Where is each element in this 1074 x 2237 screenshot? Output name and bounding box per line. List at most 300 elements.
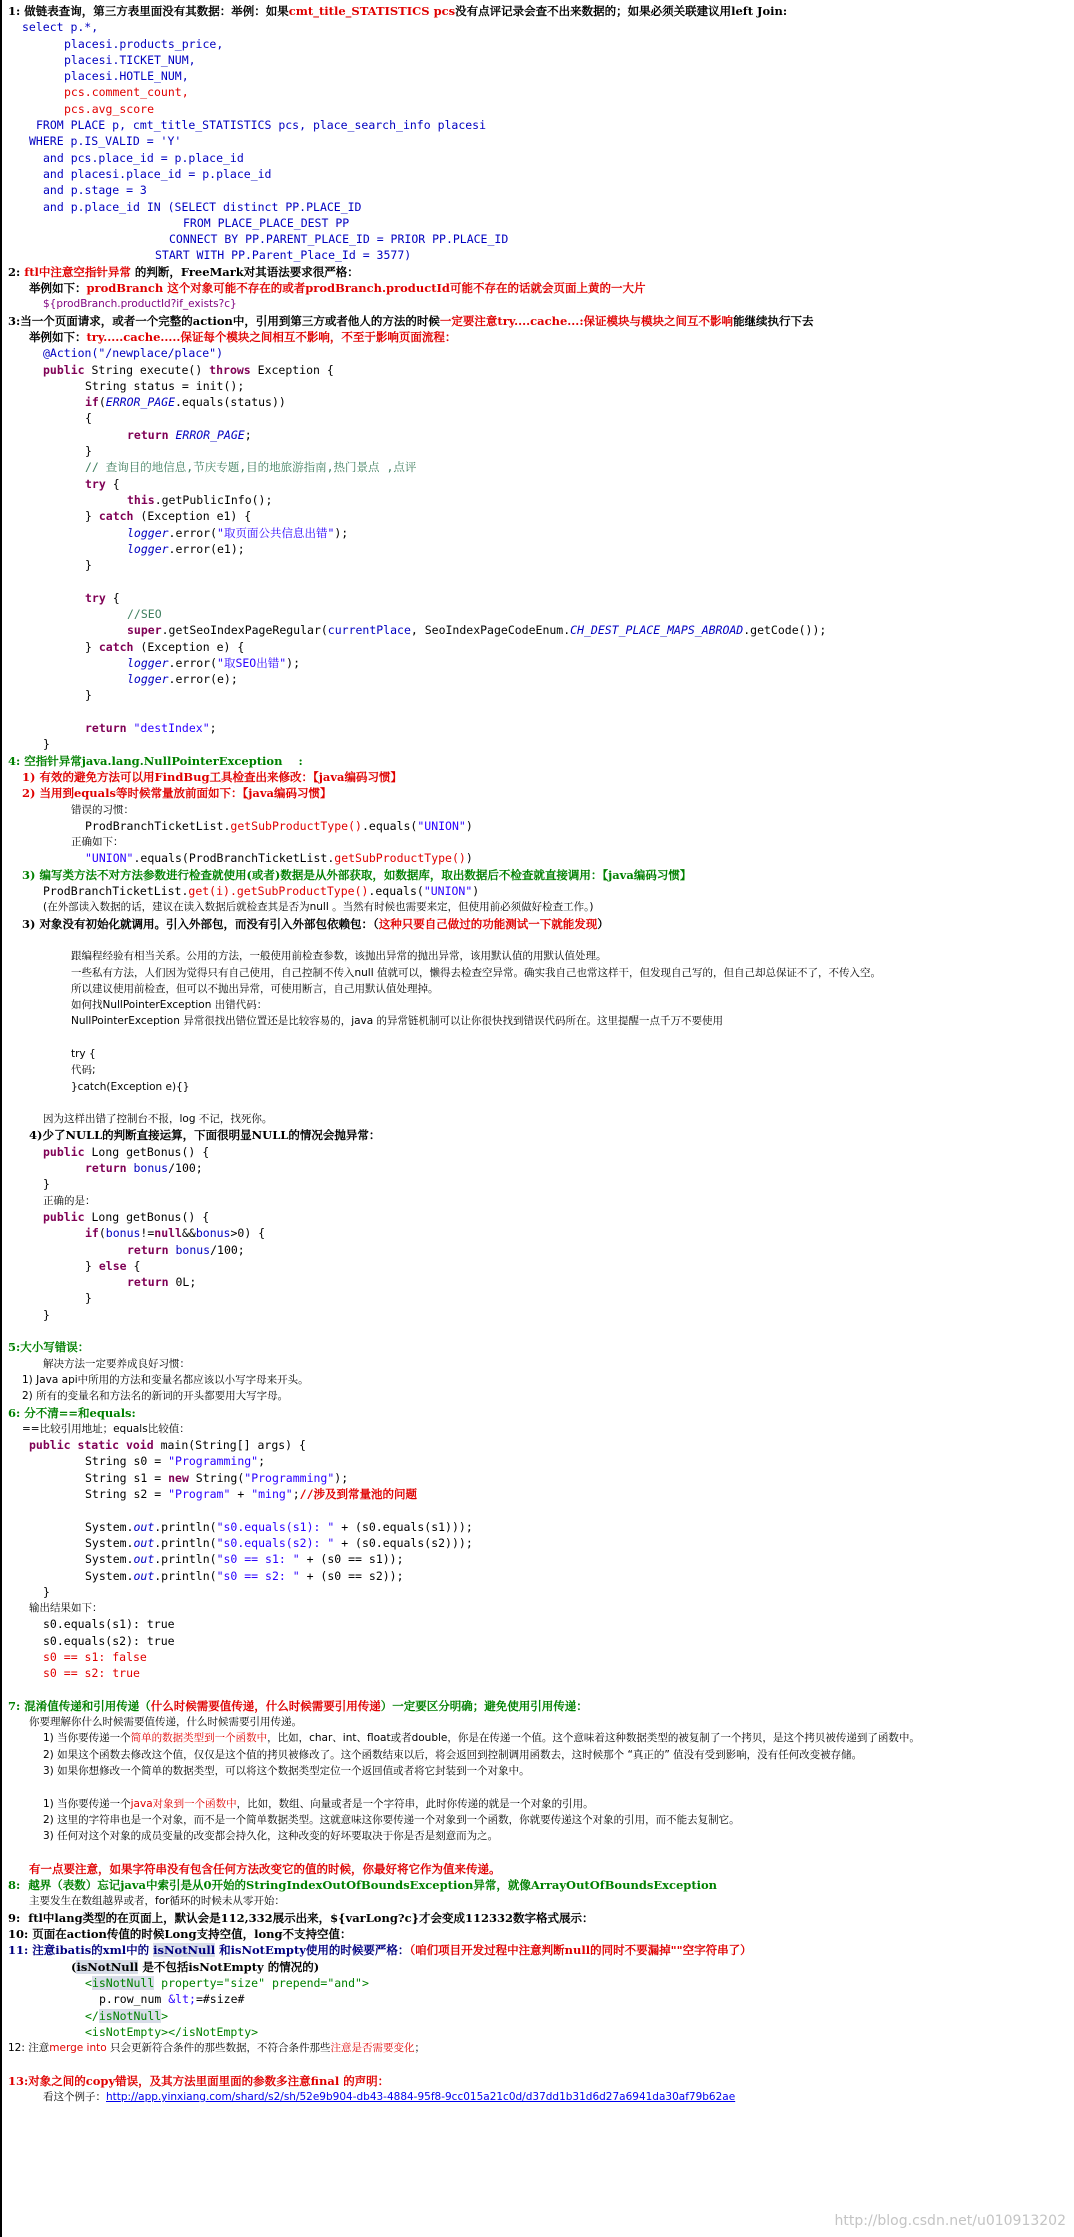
text-segment: 10: 页面在action传值的时候Long支持空值，long不支持空值： <box>8 1927 352 1942</box>
text-segment: this <box>127 492 155 507</box>
text-segment: "destIndex" <box>133 721 210 736</box>
text-segment: and pcs.place_id = p.place_id <box>43 150 244 165</box>
doc-line <box>8 1437 1074 1453</box>
text-segment: merge into <box>49 2042 107 2055</box>
text-segment: 解决方法一定要养成良好习惯： <box>43 1357 190 1370</box>
doc-line <box>8 345 1074 361</box>
doc-line <box>8 36 1074 52</box>
doc-line <box>8 769 1074 785</box>
text-segment: ==比较引用地址；equals比较值： <box>22 1422 190 1435</box>
text-segment: ftl中注意空指针异常 <box>24 264 131 279</box>
doc-line <box>8 1633 1074 1649</box>
text-segment: catch <box>98 639 141 654</box>
text-segment: ; <box>258 1454 266 1469</box>
text-segment: //涉及到常量池的问题 <box>299 1487 418 1502</box>
doc-line <box>8 427 1074 443</box>
text-segment: 因为这样出错了控制台不报，log 不记，找死你。 <box>43 1113 273 1126</box>
doc-line <box>8 459 1074 475</box>
text-segment: { <box>85 411 92 426</box>
doc-line <box>8 1942 1074 1958</box>
doc-line <box>8 1388 1074 1404</box>
doc-line <box>8 1747 1074 1763</box>
text-segment: } <box>85 509 99 524</box>
doc-line <box>8 997 1074 1013</box>
text-segment: out <box>133 1535 155 1550</box>
text-segment: CONNECT BY PP.PARENT_PLACE_ID = PRIOR PP.PLACE_ID <box>169 232 509 247</box>
text-segment: null <box>154 1226 182 1241</box>
text-segment: 和isNotEmpty使用的时候要严格： <box>215 1943 410 1958</box>
doc-line <box>8 639 1074 655</box>
text-segment: + (s0 == s1)); <box>299 1552 404 1567</box>
text-segment: and p.stage = 3 <box>43 183 147 198</box>
doc-line <box>8 150 1074 166</box>
text-segment: System. <box>85 1552 134 1567</box>
text-segment: + <box>230 1487 252 1502</box>
text-segment: "取SEO出错" <box>217 655 287 670</box>
text-segment: ，比如，数组、向量或者是一个字符串，此时你传递的就是一个对象的引用。 <box>236 1797 594 1810</box>
text-segment: ( <box>71 1959 77 1974</box>
doc-line <box>8 1486 1074 1502</box>
text-segment: (Exception e) { <box>140 639 245 654</box>
text-segment: { <box>112 476 120 491</box>
text-segment: bonus <box>175 1242 211 1257</box>
text-segment: "Programming" <box>168 1454 259 1469</box>
text-segment: void <box>125 1438 161 1453</box>
doc-line <box>8 834 1074 850</box>
text-segment: 13:对象之间的copy错误，及其方法里面里面的参数多注意final 的声明： <box>8 2073 390 2088</box>
doc-line <box>8 948 1074 964</box>
text-segment: /100; <box>168 1161 203 1176</box>
text-segment: 2) 这里的字符串也是一个对象，而不是一个简单数据类型。这就意味这你要传递一个对象到一个函数，你就要传递这个对象的引用，而不能去复制它。 <box>43 1813 740 1826</box>
doc-line <box>8 52 1074 68</box>
doc-line <box>8 1453 1074 1469</box>
doc-line <box>8 19 1074 35</box>
text-segment: 1) 当你要传递一个 <box>43 1797 131 1810</box>
doc-line <box>8 1763 1074 1779</box>
doc-line <box>8 1193 1074 1209</box>
doc-line <box>8 199 1074 215</box>
example-link[interactable]: http://app.yinxiang.com/shard/s2/sh/52e9b904-db43-4884-95f8-9cc015a21c0d/d37dd1b31d6d27a6941da30af79b62ae <box>106 2091 736 2103</box>
text-segment: pcs.comment_count, <box>64 85 189 100</box>
text-segment: isNotNull <box>76 1959 139 1974</box>
text-segment: ) <box>465 851 473 866</box>
doc-line <box>8 378 1074 394</box>
text-segment: ； <box>414 2042 425 2055</box>
text-segment: .error( <box>168 525 218 540</box>
doc-line <box>8 264 1074 280</box>
text-segment: CH_DEST_PLACE_MAPS_ABROAD <box>570 623 744 638</box>
text-segment: "s0 == s2: " <box>216 1568 300 1583</box>
text-segment: 2) 所有的变量名和方法名的新词的开头都要用大写字母。 <box>22 1390 289 1403</box>
text-segment: >0) { <box>230 1226 266 1241</box>
text-segment: .equals( <box>368 884 424 899</box>
text-segment: java对象到一个函数中 <box>130 1797 237 1810</box>
text-segment: logger <box>127 672 169 687</box>
text-segment: { <box>112 590 120 605</box>
text-segment: <isNotEmpty></isNotEmpty> <box>85 2024 259 2039</box>
text-segment: return <box>85 1161 134 1176</box>
text-segment: NullPointerException 异常很找出错位置还是比较容易的，java 的异常链机制可以让你很快找到错误代码所在。这里提醒一点千万不要使用 <box>71 1015 724 1028</box>
text-segment: ) <box>472 884 480 899</box>
text-segment: .getPublicInfo(); <box>154 492 273 507</box>
text-segment: String execute() <box>91 362 210 377</box>
doc-line <box>8 671 1074 687</box>
text-segment: } <box>43 1307 50 1322</box>
text-segment: FROM PLACE p, cmt_title_STATISTICS pcs, place_search_info placesi <box>36 118 487 133</box>
text-segment: 12: 注意 <box>8 2042 50 2055</box>
text-segment: 跟编程经验有相当关系。公用的方法，一般使用前检查参数，该抛出异常的抛出异常，该用默认值的用默认值处理。 <box>71 950 607 963</box>
text-segment: .println( <box>154 1568 217 1583</box>
text-segment: ${prodBranch.productId?if_exists?c} <box>43 298 237 311</box>
text-segment: } <box>43 737 50 752</box>
doc-line <box>8 3 1074 19</box>
text-segment: 这种只要自己做过的功能测试一下就能发现 <box>378 916 598 931</box>
text-segment: 1) 当你要传递一个 <box>43 1732 131 1745</box>
text-segment: logger <box>127 655 169 670</box>
text-segment: .println( <box>154 1535 217 1550</box>
text-segment: String( <box>195 1470 245 1485</box>
text-segment: "取页面公共信息出错" <box>217 525 335 540</box>
doc-line <box>8 932 1074 948</box>
text-segment: 4: 空指针异常java.lang.NullPointerException : <box>8 753 303 768</box>
text-segment: System. <box>85 1568 134 1583</box>
doc-line <box>8 1470 1074 1486</box>
text-segment: get(i).getSubProductType() <box>188 884 369 899</box>
doc-line <box>8 753 1074 769</box>
text-segment: public <box>43 362 92 377</box>
text-segment: bonus <box>133 1161 169 1176</box>
text-segment: ，比如，char、int、float或者double，你是在传递一个值。这个意味着这种数据类型的被复制了一个拷贝，是这个拷贝被传递到了函数中。 <box>267 1732 920 1745</box>
text-segment: 只会更新符合条件的那些数据，不符合条件那些 <box>106 2042 331 2055</box>
text-segment: ）一定要区分明确；避免使用引用传递： <box>380 1698 588 1713</box>
doc-line <box>8 2073 1074 2089</box>
text-segment: FROM PLACE_PLACE_DEST PP <box>183 215 350 230</box>
doc-line <box>8 2089 1074 2105</box>
text-segment: s0 == s1: false <box>43 1649 147 1664</box>
text-segment: &lt; <box>168 1992 196 2007</box>
text-segment: 简单的数据类型到一个函数中 <box>130 1732 268 1745</box>
doc-line <box>8 1812 1074 1828</box>
doc-line <box>8 1258 1074 1274</box>
doc-line <box>8 573 1074 589</box>
text-segment: 11: 注意ibatis的xml中的 <box>8 1943 154 1958</box>
text-segment: { <box>133 1258 141 1273</box>
doc-line <box>8 133 1074 149</box>
text-segment: and p.place_id IN (SELECT distinct PP.PLACE_ID <box>43 199 362 214</box>
doc-line <box>8 1323 1074 1339</box>
doc-line <box>8 1307 1074 1323</box>
doc-line <box>8 525 1074 541</box>
doc-line <box>8 1910 1074 1926</box>
text-segment: // 查询目的地信息,节庆专题,目的地旅游指南,热门景点 ,点评 <box>85 460 417 475</box>
doc-line <box>8 883 1074 899</box>
text-segment: .println( <box>154 1519 217 1534</box>
doc-line <box>8 182 1074 198</box>
text-segment: 错误的习惯： <box>71 803 134 816</box>
text-segment: ( <box>98 395 106 410</box>
text-segment: out <box>133 1568 155 1583</box>
text-segment: public <box>43 1209 92 1224</box>
text-segment: 6: 分不清==和equals: <box>8 1405 136 1420</box>
text-segment: public <box>43 1144 92 1159</box>
text-segment: 2) 当用到equals等时候常量放前面如下：【java编码习惯】 <box>22 786 332 801</box>
doc-line <box>8 1926 1074 1942</box>
doc-line <box>8 736 1074 752</box>
text-segment: .println( <box>154 1552 217 1567</box>
text-segment: 1) Java api中所用的方法和变量名都应该以小写字母来开头。 <box>22 1373 309 1386</box>
doc-line <box>8 2024 1074 2040</box>
doc-line <box>8 1665 1074 1681</box>
doc-line <box>8 215 1074 231</box>
text-segment: 1: 做链表查询，第三方表里面没有其数据：举例：如果 <box>8 4 289 18</box>
text-segment: Long getBonus() { <box>91 1209 210 1224</box>
doc-line <box>8 899 1074 915</box>
text-segment: 你要理解你什么时候需要值传递，什么时候需要引用传递。 <box>29 1716 302 1729</box>
doc-line <box>8 1502 1074 1518</box>
text-segment: try { <box>71 1048 96 1060</box>
doc-line <box>8 541 1074 557</box>
text-segment: logger <box>127 525 169 540</box>
doc-line <box>8 720 1074 736</box>
watermark: http://blog.csdn.net/u010913202 <box>834 2213 1066 2229</box>
text-segment: （咱们项目开发过程中注意判断null的同时不要漏掉""空字符串了） <box>409 1943 752 1958</box>
text-segment: isNotNull <box>98 2008 162 2023</box>
text-segment: return <box>127 1275 176 1290</box>
text-segment: (在外部读入数据的话，建议在读入数据后就检查其是否为null 。当然有时候也需要来定，但使用前必须做好检查工作。) <box>43 901 594 914</box>
text-segment: ProdBranchTicketList. <box>85 818 231 833</box>
doc-line <box>8 1877 1074 1893</box>
doc-line <box>8 965 1074 981</box>
text-segment: String s0 = <box>85 1454 169 1469</box>
text-segment: 主要发生在数组越界或者，for循环的时候未从零开始： <box>29 1895 285 1908</box>
doc-line <box>8 231 1074 247</box>
text-segment: String s2 = <box>85 1487 169 1502</box>
text-segment: > <box>161 2008 169 2023</box>
text-segment: pcs.avg_score <box>64 101 155 116</box>
doc-line <box>8 557 1074 573</box>
text-segment: }catch(Exception e){} <box>71 1080 190 1093</box>
text-segment: ) <box>465 818 473 833</box>
text-segment: p.row_num <box>99 1992 169 2007</box>
text-segment: out <box>133 1519 155 1534</box>
text-segment: 正确如下： <box>71 836 124 849</box>
doc-line <box>8 1225 1074 1241</box>
text-segment: System. <box>85 1535 134 1550</box>
doc-line <box>8 1062 1074 1078</box>
text-segment: .equals( <box>361 818 418 833</box>
text-segment: throws <box>209 362 258 377</box>
doc-line <box>8 1405 1074 1421</box>
doc-line <box>8 1046 1074 1062</box>
text-segment: @Action("/newplace/place") <box>43 346 224 361</box>
doc-line <box>8 101 1074 117</box>
text-segment: "Programming" <box>244 1470 335 1485</box>
doc-line <box>8 1600 1074 1616</box>
text-segment: 0L; <box>175 1275 197 1290</box>
text-segment: 的判断，FreeMark对其语法要求很严格： <box>130 264 359 279</box>
text-segment: .equals(ProdBranchTicketList. <box>133 851 335 866</box>
text-segment: try <box>85 590 113 605</box>
text-segment: return <box>127 1242 176 1257</box>
doc-line <box>8 329 1074 345</box>
text-segment: main(String[] args) { <box>160 1438 306 1453</box>
text-segment: } <box>43 1177 50 1192</box>
doc-line <box>8 1079 1074 1095</box>
doc-line <box>8 2008 1074 2024</box>
doc-line <box>8 785 1074 801</box>
text-segment: s0.equals(s1): true <box>43 1617 175 1632</box>
text-segment: ; <box>209 721 217 736</box>
doc-line <box>8 1160 1074 1176</box>
text-segment: =#size# <box>195 1992 245 2007</box>
text-segment: 3) 任何对这个对象的成员变量的改变都会持久化，这种改变的好坏要取决于你是否是刻意而为之。 <box>43 1830 499 1843</box>
doc-line <box>8 394 1074 410</box>
doc-line <box>8 443 1074 459</box>
text-segment: 3:当一个页面请求，或者一个完整的action中，引用到第三方或者他人的方法的时候 <box>8 313 440 328</box>
doc-line <box>8 1959 1074 1975</box>
doc-line <box>8 476 1074 492</box>
doc-line <box>8 1714 1074 1730</box>
text-segment: try <box>85 476 113 491</box>
text-segment: 2: <box>8 264 25 279</box>
doc-line <box>8 1339 1074 1355</box>
doc-line <box>8 296 1074 312</box>
text-segment: Exception { <box>257 362 334 377</box>
text-segment: 举例如下： <box>29 329 87 344</box>
text-segment: isNotNull <box>153 1943 216 1958</box>
text-segment: "UNION" <box>417 818 466 833</box>
doc-line <box>8 655 1074 671</box>
doc-line <box>8 1030 1074 1046</box>
doc-line <box>8 1991 1074 2007</box>
text-segment: ; <box>292 1487 300 1502</box>
text-segment: s0.equals(s2): true <box>43 1633 175 1648</box>
doc-line <box>8 1176 1074 1192</box>
text-segment: .error(e); <box>168 672 238 687</box>
doc-line <box>8 1779 1074 1795</box>
text-segment: 没有点评记录会查不出来数据的；如果必须关联建议用left Join: <box>455 4 788 18</box>
text-segment: 3) 编写类方法不对方法参数进行检查就使用(或者)数据是从外部获取，如数据库，取出数据后不检查就直接调用：【java编码习惯】 <box>22 867 692 882</box>
text-segment: START WITH PP.Parent_Place_Id = 3577) <box>155 248 412 263</box>
doc-line <box>8 1698 1074 1714</box>
text-segment: Long getBonus() { <box>91 1144 210 1159</box>
text-segment: public static <box>29 1438 126 1453</box>
doc-line <box>8 1356 1074 1372</box>
text-segment: ); <box>334 1470 349 1485</box>
text-segment: new <box>168 1470 196 1485</box>
text-segment: //SEO <box>127 606 162 621</box>
doc-line <box>8 704 1074 720</box>
text-segment: 能继续执行下去 <box>733 313 814 328</box>
doc-line <box>8 2040 1074 2056</box>
text-segment: 4)少了NULL的判断直接运算，下面很明显NULL的情况会抛异常： <box>29 1128 381 1143</box>
text-segment: cmt_title_STATISTICS pcs <box>288 4 456 18</box>
text-segment: 正确的是： <box>43 1194 96 1207</box>
text-segment: 9: ftl中lang类型的在页面上，默认会是112,332展示出来，${varLong?c}才会变成112332数字格式展示： <box>8 1910 594 1925</box>
text-segment: ERROR_PAGE <box>175 427 245 442</box>
doc-line <box>8 1111 1074 1127</box>
doc-line <box>8 1274 1074 1290</box>
text-segment: } <box>85 1258 99 1273</box>
doc-line <box>8 280 1074 296</box>
doc-line <box>8 606 1074 622</box>
text-segment: String status = init(); <box>85 378 245 393</box>
text-segment: if <box>85 1226 99 1241</box>
text-segment: "UNION" <box>423 884 473 899</box>
doc-line <box>8 1649 1074 1665</box>
text-segment: } <box>85 1291 92 1306</box>
doc-line <box>8 1796 1074 1812</box>
text-segment: else <box>98 1258 134 1273</box>
doc-line <box>8 981 1074 997</box>
text-segment: System. <box>85 1519 134 1534</box>
text-segment: placesi.HOTLE_NUM, <box>64 69 189 84</box>
doc-line <box>8 1893 1074 1909</box>
text-segment: "ming" <box>251 1487 293 1502</box>
text-segment: .error( <box>168 655 218 670</box>
text-segment: 有一点要注意，如果字符串没有包含任何方法改变它的值的时候，你最好将它作为值来传递。 <box>29 1861 501 1876</box>
text-segment: "Program" <box>168 1487 231 1502</box>
doc-line <box>8 84 1074 100</box>
doc-line <box>8 1535 1074 1551</box>
text-segment: } <box>85 688 92 703</box>
text-segment: 是不包括isNotEmpty 的情况的) <box>138 1959 320 1974</box>
text-segment: (Exception e1) { <box>140 509 252 524</box>
doc-line <box>8 1584 1074 1600</box>
doc-line <box>8 508 1074 524</box>
doc-line <box>8 1095 1074 1111</box>
doc-line <box>8 916 1074 932</box>
doc-line <box>8 1616 1074 1632</box>
doc-line <box>8 1682 1074 1698</box>
text-segment: super <box>127 623 162 638</box>
text-segment: 注意是否需要变化 <box>330 2042 415 2055</box>
text-segment: "UNION" <box>85 851 134 866</box>
text-segment: getSubProductType() <box>334 851 466 866</box>
text-segment: ( <box>98 1226 106 1241</box>
text-segment: ); <box>334 525 349 540</box>
doc-line <box>8 1290 1074 1306</box>
text-segment: "s0.equals(s2): " <box>216 1535 335 1550</box>
doc-line <box>8 1845 1074 1861</box>
doc-line <box>8 166 1074 182</box>
text-segment: 一定要注意try....cache...:保证模块与模块之间互不影响 <box>439 313 734 328</box>
doc-line <box>8 687 1074 703</box>
text-segment: catch <box>98 509 141 524</box>
text-segment: 所以建议使用前检查，但可以不抛出异常，可使用断言，自己用默认值处理掉。 <box>71 982 439 995</box>
text-segment: 1) 有效的避免方法可以用FindBug工具检查出来修改：【java编码习惯】 <box>22 769 402 784</box>
text-segment: , SeoIndexPageCodeEnum. <box>410 623 571 638</box>
text-segment: .getSeoIndexPageRegular( <box>161 623 328 638</box>
doc-line <box>8 1144 1074 1160</box>
text-segment: .error(e1); <box>168 541 245 556</box>
text-segment: 一些私有方法，人们因为觉得只有自己使用，自己控制不传入null 值就可以，懒得去检查空异常。确实我自己也常这样干，但发现自己写的，但自己却总保证不了，不传入空。 <box>71 966 881 979</box>
text-segment: ProdBranchTicketList. <box>43 884 189 899</box>
doc-line <box>8 590 1074 606</box>
text-segment: WHERE p.IS_VALID = 'Y' <box>29 134 182 149</box>
text-segment: 7: 混淆值传递和引用传递（ <box>8 1698 151 1713</box>
text-segment: 什么时候需要值传递，什么时候需要引用传递 <box>150 1698 381 1713</box>
text-segment: "s0.equals(s1): " <box>216 1519 335 1534</box>
text-segment: 看这个例子： <box>43 2091 106 2103</box>
text-segment: 5:大小写错误： <box>8 1340 90 1355</box>
text-segment: ; <box>244 427 252 442</box>
doc-line <box>8 362 1074 378</box>
doc-line <box>8 1730 1074 1746</box>
doc-line <box>8 867 1074 883</box>
text-segment: bonus <box>195 1226 231 1241</box>
doc-line <box>8 850 1074 866</box>
